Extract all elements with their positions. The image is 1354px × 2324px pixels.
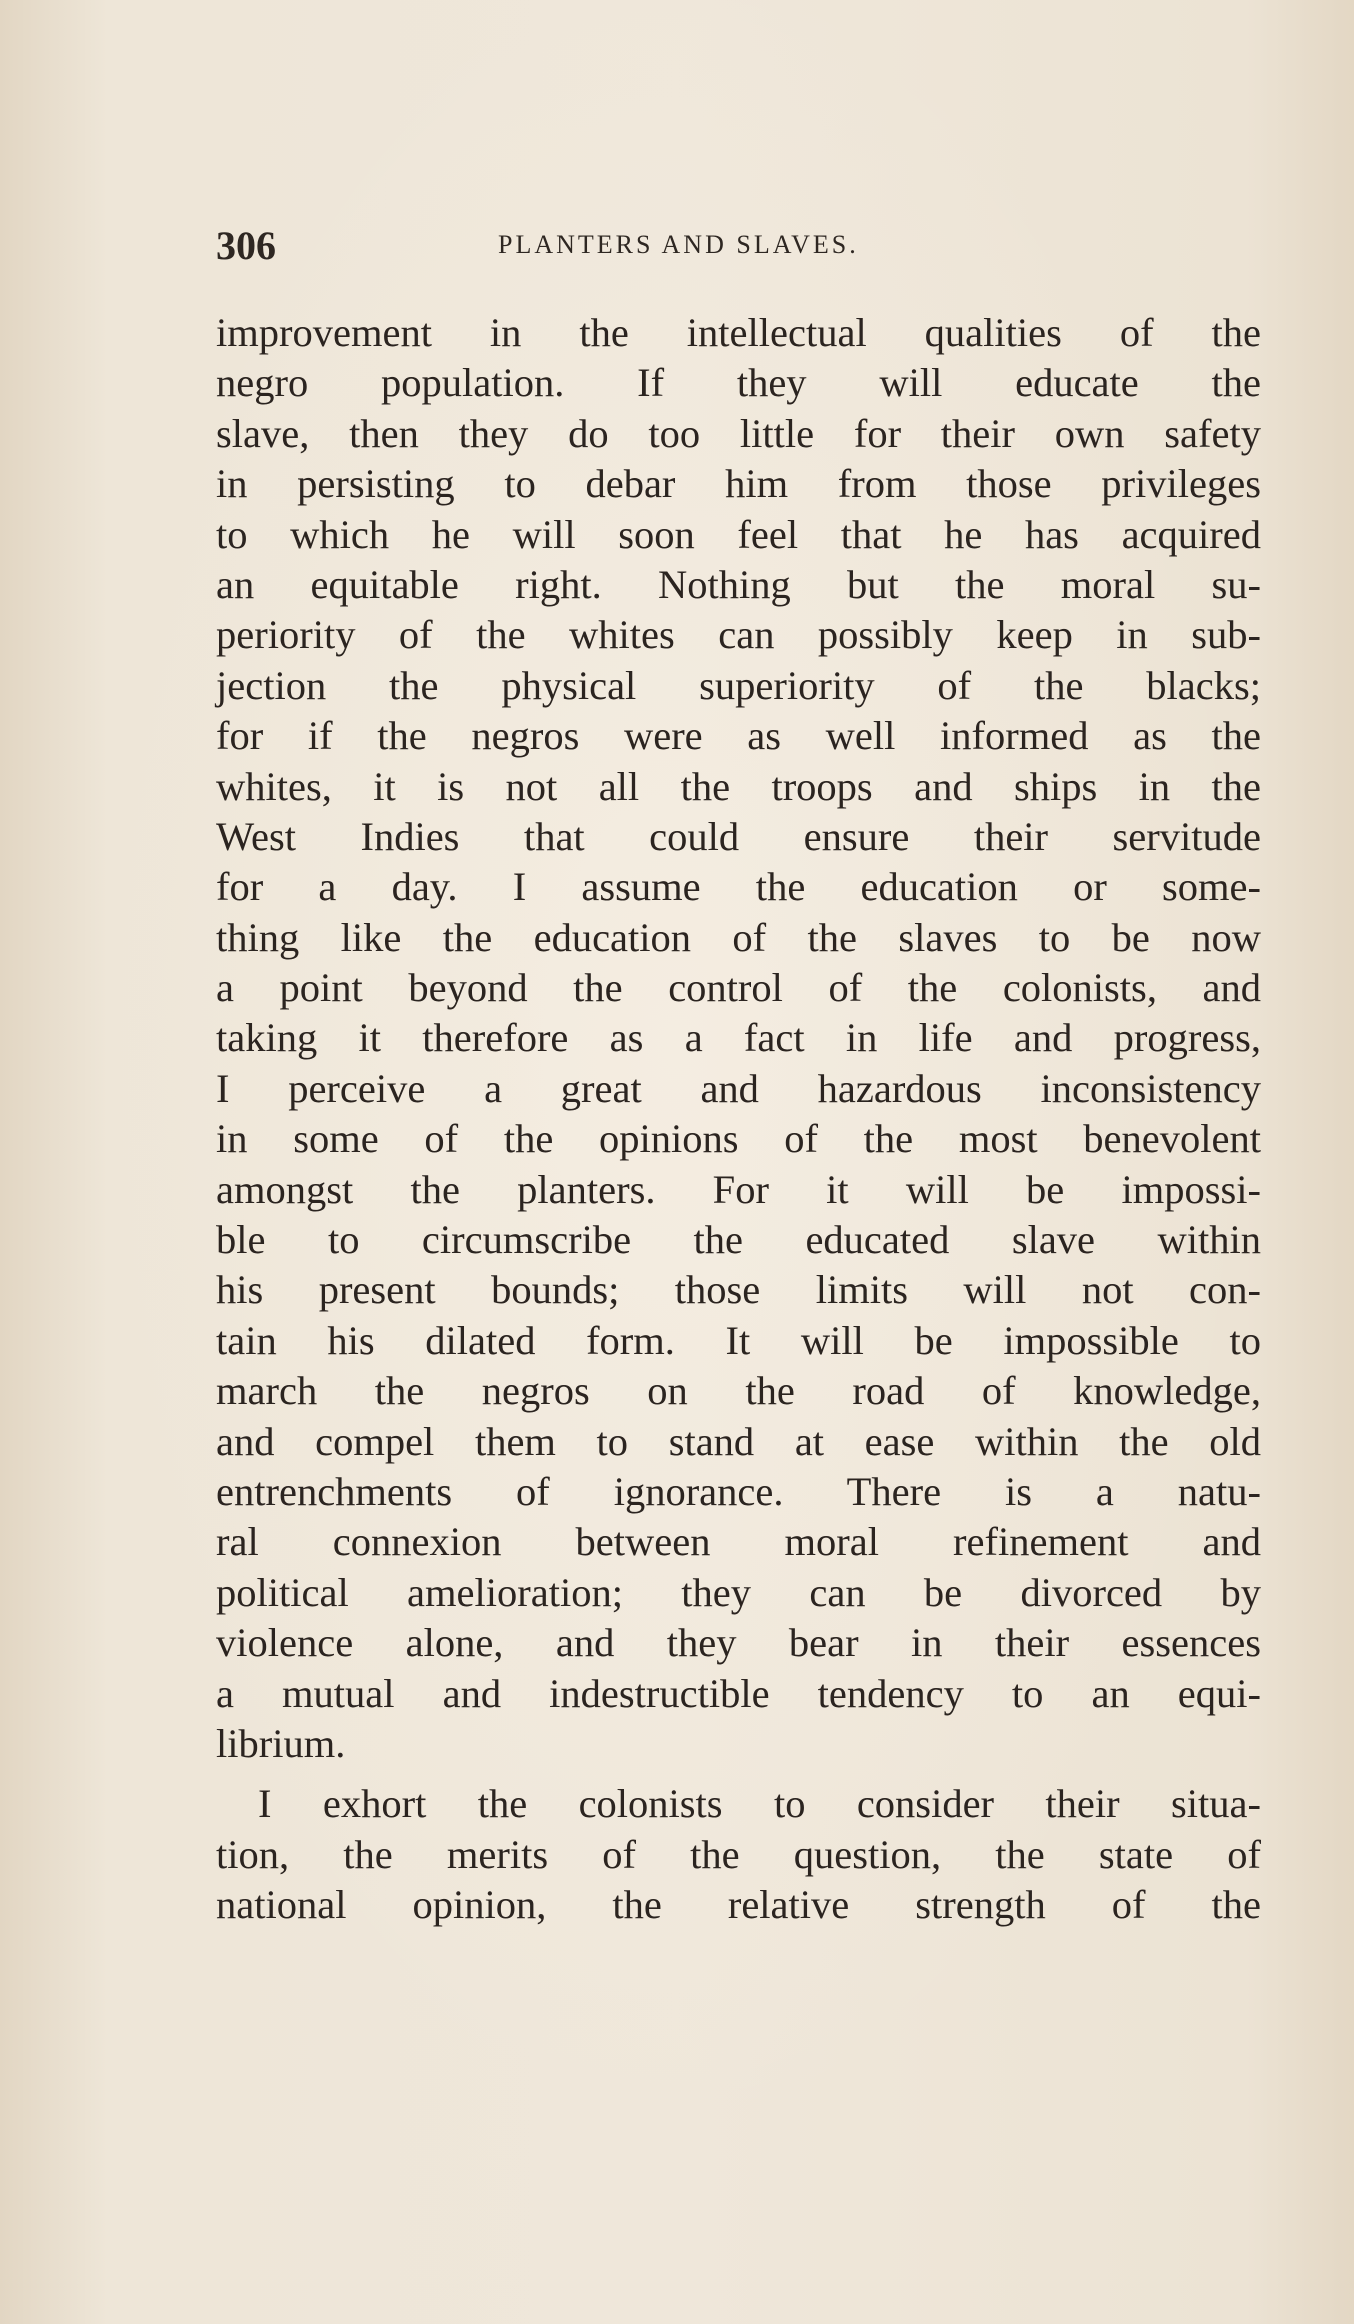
text-line: a mutual and indestructible tendency to an equi- [216,1670,1261,1716]
text-line: negro population. If they will educate the [216,360,1261,406]
page-number: 306 [216,223,276,268]
text-line: to which he will soon feel that he has acquired [216,511,1261,557]
text-line: ral connexion between moral refinement and [216,1519,1261,1565]
text-line: march the negros on the road of knowledge, [216,1368,1261,1414]
text-line: tion, the merits of the question, the state of [216,1831,1261,1877]
text-line: thing like the education of the slaves to be now [216,914,1261,960]
body-text [216,308,1261,1931]
text-line: for if the negros were as well informed as the [216,713,1261,759]
text-line: librium. [216,1720,346,1766]
text-line: I exhort the colonists to consider their situa- [258,1781,1261,1827]
paragraph-2 [216,1779,1261,1930]
text-line: periority of the whites can possibly keep in sub- [216,612,1261,658]
text-line: political amelioration; they can be divorced by [216,1569,1261,1615]
text-line: his present bounds; those limits will not con- [216,1267,1261,1313]
paragraph-1 [216,308,1261,1769]
text-line: national opinion, the relative strength of the [216,1882,1261,1928]
text-line: ble to circumscribe the educated slave within [216,1217,1261,1263]
text-line: a point beyond the control of the colonists, and [216,965,1261,1011]
text-line: West Indies that could ensure their servitude [216,813,1261,859]
text-line: improvement in the intellectual qualities of the [216,310,1261,355]
text-line: for a day. I assume the education or some- [216,864,1261,910]
text-line: I perceive a great and hazardous inconsistency [216,1065,1261,1111]
text-line: tain his dilated form. It will be impossible to [216,1317,1261,1363]
text-line: taking it therefore as a fact in life and progress, [216,1015,1261,1061]
text-line: jection the physical superiority of the blacks; [216,662,1261,708]
text-line: violence alone, and they bear in their essences [216,1620,1261,1666]
running-head: PLANTERS AND SLAVES. [498,230,859,259]
text-line: an equitable right. Nothing but the moral su- [216,561,1261,607]
text-line: in some of the opinions of the most benevolent [216,1116,1261,1162]
paragraph-spacer [216,1769,1261,1779]
text-line: whites, it is not all the troops and ships in the [216,763,1261,809]
page-header [216,222,1261,282]
text-line: entrenchments of ignorance. There is a natu- [216,1468,1261,1514]
text-line: amongst the planters. For it will be impossi- [216,1166,1261,1212]
text-line: slave, then they do too little for their own safety [216,410,1261,456]
text-line: in persisting to debar him from those privileges [216,461,1261,507]
text-line: and compel them to stand at ease within the old [216,1418,1261,1464]
